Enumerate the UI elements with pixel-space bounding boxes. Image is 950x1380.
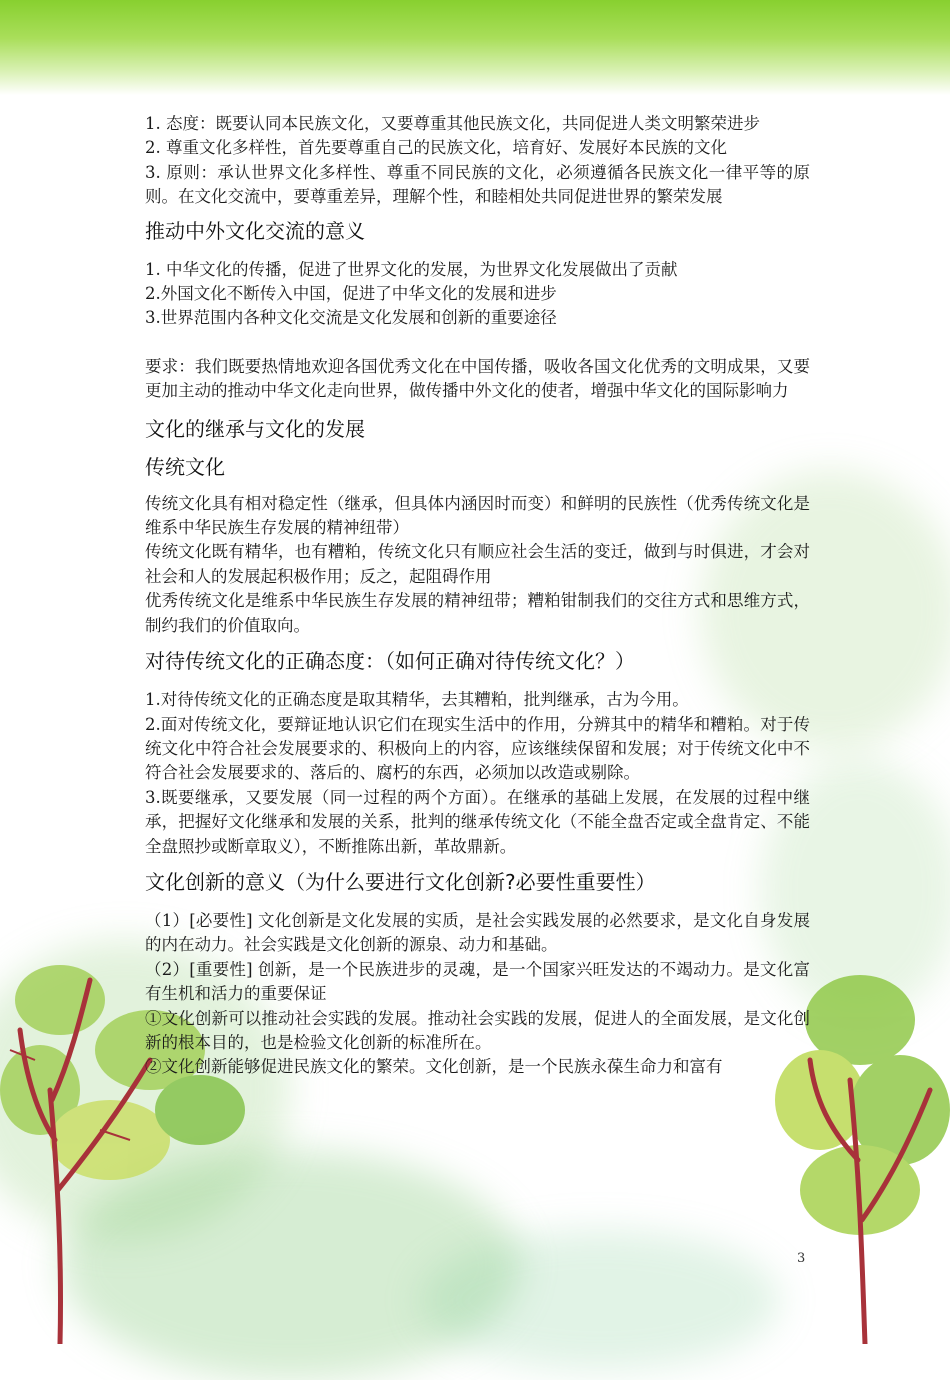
watercolor-wash xyxy=(420,1230,780,1370)
paragraph: （1）[必要性] 文化创新是文化发展的实质，是社会实践发展的必然要求，是文化自身发展的内在动力。社会实践是文化创新的源泉、动力和基础。 xyxy=(145,910,810,955)
section-heading: 文化创新的意义（为什么要进行文化创新?必要性重要性） xyxy=(145,869,656,894)
paragraph: 1. 态度：既要认同本民族文化，又要尊重其他民族文化，共同促进人类文明繁荣进步 xyxy=(145,114,760,133)
paragraph: （2）[重要性] 创新，是一个民族进步的灵魂，是一个国家兴旺发达的不竭动力。是文化富有生机和活力的重要保证 xyxy=(145,959,810,1004)
paragraph: 3.既要继承，又要发展（同一过程的两个方面）。在继承的基础上发展，在发展的过程中继承，把握好文化继承和发展的关系，批判的继承传统文化（不能全盘否定或全盘肯定、不能全盘照抄或断章取义），不断推陈出新，革故鼎新。 xyxy=(145,787,810,856)
paragraph: 要求：我们既要热情地欢迎各国优秀文化在中国传播，吸收各国文化优秀的文明成果，又要更加主动的推动中华文化走向世界，做传播中外文化的使者，增强中华文化的国际影响力 xyxy=(145,356,810,401)
spacer xyxy=(145,331,810,355)
paragraph: 2.面对传统文化，要辩证地认识它们在现实生活中的作用，分辨其中的精华和糟粕。对于传统文化中符合社会发展要求的、积极向上的内容，应该继续保留和发展；对于传统文化中不符合社会发展要求的、落后的、腐朽的东西，必须加以改造或剔除。 xyxy=(145,714,810,783)
paragraph: 3. 原则：承认世界文化多样性、尊重不同民族的文化，必须遵循各民族文化一律平等的原则。在文化交流中，要尊重差异，理解个性，和睦相处共同促进世界的繁荣发展 xyxy=(145,162,810,207)
page-number: 3 xyxy=(797,1251,806,1266)
paragraph: 传统文化具有相对稳定性（继承，但具体内涵因时而变）和鲜明的民族性（优秀传统文化是维系中华民族生存发展的精神纽带） xyxy=(145,493,810,538)
paragraph: 优秀传统文化是维系中华民族生存发展的精神纽带；糟粕钳制我们的交往方式和思维方式，制约我们的价值取向。 xyxy=(145,591,810,635)
paragraph: ①文化创新可以推动社会实践的发展。推动社会实践的发展，促进人的全面发展，是文化创新的根本目的，也是检验文化创新的标准所在。 xyxy=(145,1008,810,1052)
paragraph: 1. 中华文化的传播，促进了世界文化的发展，为世界文化发展做出了贡献 xyxy=(145,259,678,279)
section-heading: 推动中外文化交流的意义 xyxy=(145,218,365,243)
paragraph: 3.世界范围内各种文化交流是文化发展和创新的重要途径 xyxy=(145,308,557,328)
section-heading: 传统文化 xyxy=(145,454,225,479)
paragraph: 2.外国文化不断传入中国，促进了中华文化的发展和进步 xyxy=(145,284,557,304)
section-heading: 文化的继承与文化的发展 xyxy=(145,416,365,441)
paragraph: 1.对待传统文化的正确态度是取其精华，去其糟粕，批判继承，古为今用。 xyxy=(145,690,689,710)
green-header-banner xyxy=(0,0,950,95)
section-heading: 对待传统文化的正确态度：（如何正确对待传统文化？） xyxy=(145,649,635,674)
paragraph: 2. 尊重文化多样性，首先要尊重自己的民族文化，培育好、发展好本民族的文化 xyxy=(145,138,727,158)
paragraph: 传统文化既有精华，也有糟粕，传统文化只有顺应社会生活的变迁，做到与时俱进，才会对社会和人的发展起积极作用；反之，起阻碍作用 xyxy=(145,542,810,586)
document-body xyxy=(145,112,810,1080)
paragraph: ②文化创新能够促进民族文化的繁荣。文化创新，是一个民族永葆生命力和富有 xyxy=(145,1057,723,1077)
